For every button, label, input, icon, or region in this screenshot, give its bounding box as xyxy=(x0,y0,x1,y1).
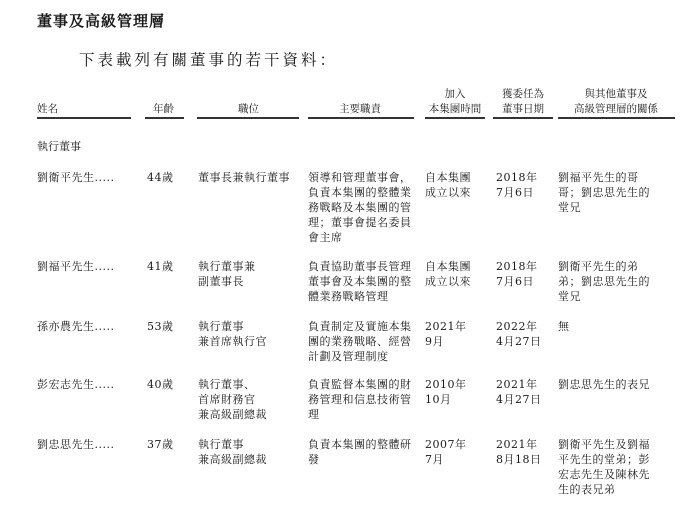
director-age: 41歲 xyxy=(147,260,174,273)
header-age: 年齡 xyxy=(153,103,174,115)
director-age: 44歲 xyxy=(147,171,174,184)
director-duties: 負責制定及實施本集 團的業務戰略、經營 計劃及管理制度 xyxy=(308,320,412,363)
director-name: 劉忠思先生..... xyxy=(37,438,115,451)
director-appointment-date: 2018年 7月6日 xyxy=(496,171,538,199)
director-relationship: 劉衛平先生的弟 弟；劉忠思先生的 堂兄 xyxy=(558,260,650,303)
director-join-date: 自本集團 成立以來 xyxy=(425,260,471,288)
director-age: 37歲 xyxy=(147,438,174,451)
director-appointment-date: 2021年 4月27日 xyxy=(496,378,542,406)
director-name: 劉衛平先生..... xyxy=(37,171,115,184)
header-rule-join-date xyxy=(425,117,485,119)
director-age: 40歲 xyxy=(147,378,174,391)
director-name: 彭宏志先生..... xyxy=(37,378,115,391)
section-label-executive-directors: 執行董事 xyxy=(37,140,81,153)
director-name: 劉福平先生..... xyxy=(37,260,115,273)
director-relationship: 劉福平先生的哥 哥；劉忠思先生的 堂兄 xyxy=(558,171,650,214)
header-rule-name xyxy=(37,117,131,119)
header-rule-age xyxy=(145,117,184,119)
header-join-date: 加入 本集團時間 xyxy=(428,88,482,115)
director-position: 執行董事兼 副董事長 xyxy=(198,260,256,288)
header-rule-duties xyxy=(308,117,414,119)
director-join-date: 自本集團 成立以來 xyxy=(425,171,471,199)
intro-text: 下表載列有關董事的若干資料： xyxy=(79,51,339,69)
header-relationship: 與其他董事及 高級管理層的關係 xyxy=(574,88,658,115)
header-rule-position xyxy=(197,117,299,119)
director-join-date: 2007年 7月 xyxy=(425,438,467,466)
director-relationship: 劉衛平先生及劉福 平先生的堂弟；彭 宏志先生及陳林先 生的表兄弟 xyxy=(558,438,650,496)
director-duties: 負責協助董事長管理 董事會及本集團的整 體業務戰略管理 xyxy=(308,260,412,303)
director-relationship: 劉忠思先生的表兄 xyxy=(558,378,650,391)
director-position: 執行董事 兼高級副總裁 xyxy=(198,438,267,466)
director-name: 孫亦農先生..... xyxy=(37,320,115,333)
header-position: 職位 xyxy=(238,103,259,115)
director-duties: 負責本集團的整體研 發 xyxy=(308,438,412,466)
director-position: 董事長兼執行董事 xyxy=(198,171,290,184)
director-appointment-date: 2018年 7月6日 xyxy=(496,260,538,288)
header-name: 姓名 xyxy=(37,103,58,115)
director-relationship: 無 xyxy=(558,320,570,333)
director-appointment-date: 2021年 8月18日 xyxy=(496,438,542,466)
director-join-date: 2021年 9月 xyxy=(425,320,467,348)
director-position: 執行董事 兼首席執行官 xyxy=(198,320,267,348)
header-rule-relationship xyxy=(558,117,675,119)
director-position: 執行董事、 首席財務官 兼高級副總裁 xyxy=(198,378,267,421)
director-appointment-date: 2022年 4月27日 xyxy=(496,320,542,348)
header-rule-appointment-date xyxy=(493,117,553,119)
director-duties: 負責監督本集團的財 務管理和信息技術管 理 xyxy=(308,378,412,421)
header-appointment-date: 獲委任為 董事日期 xyxy=(502,88,544,115)
director-join-date: 2010年 10月 xyxy=(425,378,467,406)
section-heading: 董事及高級管理層 xyxy=(37,12,166,30)
director-age: 53歲 xyxy=(147,320,174,333)
director-duties: 領導和管理董事會， 負責本集團的整體業 務戰略及本集團的管 理；董事會提名委員 會主席 xyxy=(308,171,412,244)
header-duties: 主要職責 xyxy=(339,103,381,115)
